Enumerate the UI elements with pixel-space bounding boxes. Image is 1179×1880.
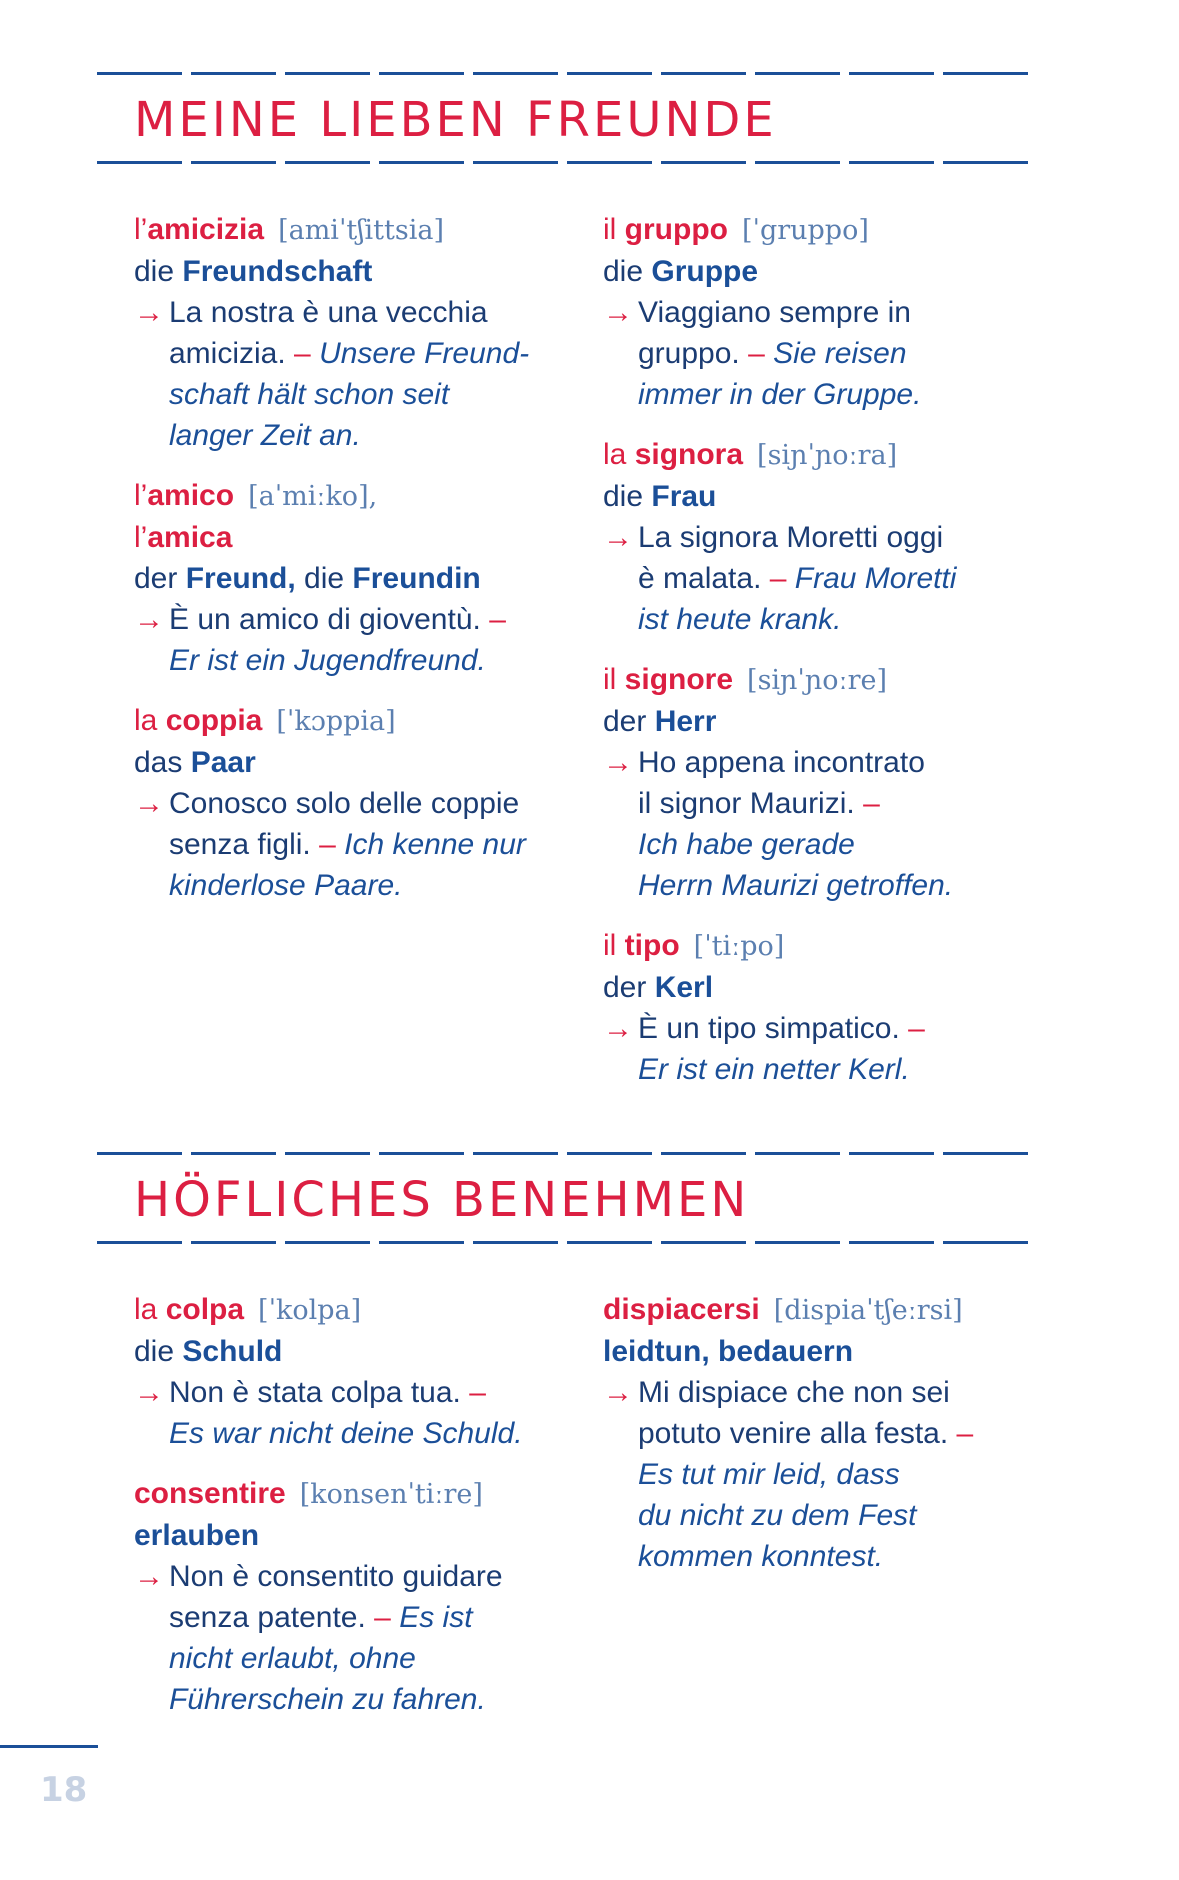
headword: signora (634, 438, 744, 471)
vocab-entry (134, 1473, 574, 1720)
article: il (603, 929, 625, 962)
pronunciation: [ˈkɔppia] (276, 706, 396, 737)
section-2-right-column (603, 1289, 1043, 1596)
article: l’ (134, 213, 148, 246)
section-2-bottom-rule (97, 1241, 1032, 1244)
pronunciation: [amiˈtʃittsia] (278, 215, 445, 246)
german-word: Frau (651, 480, 717, 513)
pronunciation: [siɲˈɲoːre] (747, 665, 888, 696)
german-translation (134, 558, 574, 599)
german-article: die (295, 562, 353, 595)
example-italian: senza patente. (169, 1601, 366, 1634)
arrow-icon: → (603, 1012, 633, 1045)
german-translation (603, 476, 1043, 517)
example-separator: – (854, 787, 880, 820)
headword: colpa (165, 1293, 245, 1326)
german-translation (134, 251, 574, 292)
article: il (603, 663, 625, 696)
headword: gruppo (624, 213, 728, 246)
example-german: kinderlose Paare. (169, 869, 403, 902)
section-1-heading: MEINE LIEBEN FREUNDE (134, 92, 777, 148)
pronunciation: [ˈgruppo] (741, 215, 869, 246)
arrow-icon: → (134, 1560, 164, 1593)
headword-line-feminine (134, 517, 574, 558)
example-german: Unsere Freund- (319, 337, 530, 370)
example-line (603, 1495, 1043, 1536)
example-line (134, 1372, 574, 1413)
article: l’ (134, 521, 148, 554)
example-separator: – (285, 337, 320, 370)
example-line (603, 865, 1043, 906)
arrow-icon: → (603, 521, 633, 554)
example-italian: il signor Maurizi. (638, 787, 855, 820)
vocab-entry (603, 209, 1043, 415)
example-german: Führerschein zu fahren. (169, 1683, 486, 1716)
italian-headword (603, 663, 733, 696)
vocab-entry (134, 209, 574, 456)
headword-line (134, 1289, 574, 1331)
italian-headword (134, 213, 264, 246)
example-italian: gruppo. (638, 337, 740, 370)
example-line (603, 374, 1043, 415)
example-german: Sie reisen (773, 337, 907, 370)
example-line (134, 824, 574, 865)
example-line (134, 333, 574, 374)
vocab-entry (134, 700, 574, 906)
german-word: Kerl (654, 971, 714, 1004)
german-translation (603, 701, 1043, 742)
example-line (134, 292, 574, 333)
example-separator: – (761, 562, 795, 595)
example-line (134, 865, 574, 906)
headword-line (603, 659, 1043, 701)
italian-headword (603, 1293, 760, 1326)
example-italian: È un amico di gioventù. (169, 603, 481, 636)
example-italian: Conosco solo delle coppie (169, 787, 520, 820)
headword-line (134, 1473, 574, 1515)
italian-headword (134, 1293, 244, 1326)
headword: amico (147, 479, 235, 512)
example-line (134, 640, 574, 681)
example-german: langer Zeit an. (169, 419, 361, 452)
german-translation (134, 1515, 574, 1556)
section-1-bottom-rule (97, 161, 1032, 164)
example-line (603, 599, 1043, 640)
section-2-top-rule (97, 1152, 1032, 1155)
example-line (603, 783, 1043, 824)
article: la (134, 704, 166, 737)
example-line (603, 1454, 1043, 1495)
example-german: Es ist (399, 1601, 473, 1634)
example-line (603, 292, 1043, 333)
german-article: die (134, 255, 183, 288)
example-line (603, 1536, 1043, 1577)
german-word: Freund, (185, 562, 296, 595)
german-article: das (134, 746, 191, 779)
arrow-icon: → (603, 746, 633, 779)
german-translation (603, 967, 1043, 1008)
example-german: immer in der Gruppe. (638, 378, 922, 411)
example-separator: – (460, 1376, 486, 1409)
german-word: Freundin (352, 562, 481, 595)
example-line (603, 1008, 1043, 1049)
german-word: Paar (190, 746, 256, 779)
example-german: Ich kenne nur (344, 828, 526, 861)
headword-line (134, 700, 574, 742)
page-number: 18 (40, 1770, 88, 1810)
example-german: Es war nicht deine Schuld. (169, 1417, 523, 1450)
article: la (603, 438, 635, 471)
section-1-top-rule (97, 72, 1032, 75)
example-italian: amicizia. (169, 337, 286, 370)
example-line (603, 333, 1043, 374)
example-italian: Non è consentito guidare (169, 1560, 503, 1593)
article: il (603, 213, 625, 246)
german-word: Gruppe (651, 255, 759, 288)
example-line (603, 824, 1043, 865)
example-german: Frau Moretti (794, 562, 957, 595)
example-separator: – (739, 337, 774, 370)
german-article: die (603, 480, 652, 513)
headword: dispiacersi (603, 1293, 760, 1326)
italian-headword (603, 213, 728, 246)
example-separator: – (899, 1012, 925, 1045)
german-word: erlauben (134, 1519, 260, 1552)
headword-line (134, 209, 574, 251)
german-translation (134, 1331, 574, 1372)
example-italian: Ho appena incontrato (638, 746, 925, 779)
example-german: Ich habe gerade (638, 828, 855, 861)
arrow-icon: → (134, 787, 164, 820)
headword-line (603, 434, 1043, 476)
pronunciation: [ˈtiːpo] (693, 931, 785, 962)
arrow-icon: → (134, 1376, 164, 1409)
pronunciation: [ˈkolpa] (258, 1295, 362, 1326)
german-translation (603, 1331, 1043, 1372)
example-italian: è malata. (638, 562, 762, 595)
arrow-icon: → (603, 1376, 633, 1409)
example-line (134, 1597, 574, 1638)
example-italian: La nostra è una vecchia (169, 296, 488, 329)
vocab-entry (603, 434, 1043, 640)
german-article: die (603, 255, 652, 288)
headword: signore (624, 663, 734, 696)
example-italian: senza figli. (169, 828, 311, 861)
vocab-entry (603, 1289, 1043, 1577)
headword: amicizia (147, 213, 265, 246)
pronunciation: [dispiaˈtʃeːrsi] (773, 1295, 963, 1326)
vocab-entry (134, 475, 574, 681)
example-line (603, 742, 1043, 783)
example-line (134, 1679, 574, 1720)
section-1-right-column (603, 209, 1043, 1109)
example-line (134, 374, 574, 415)
german-word: leidtun, bedauern (603, 1335, 854, 1368)
article: l’ (134, 479, 148, 512)
example-german: Es tut mir leid, dass (638, 1458, 900, 1491)
example-separator: – (310, 828, 345, 861)
german-translation (603, 251, 1043, 292)
example-italian: potuto venire alla festa. (638, 1417, 949, 1450)
vocab-entry (603, 925, 1043, 1090)
example-italian: Mi dispiace che non sei (638, 1376, 950, 1409)
example-line (603, 1413, 1043, 1454)
example-german: nicht erlaubt, ohne (169, 1642, 416, 1675)
arrow-icon: → (603, 296, 633, 329)
example-german: kommen konntest. (638, 1540, 884, 1573)
example-line (603, 517, 1043, 558)
headword: coppia (165, 704, 263, 737)
italian-headword (134, 1477, 286, 1510)
vocab-entry (603, 659, 1043, 906)
italian-headword (603, 929, 680, 962)
example-line (134, 599, 574, 640)
example-italian: Non è stata colpa tua. (169, 1376, 461, 1409)
section-1-left-column (134, 209, 574, 925)
example-separator: – (480, 603, 506, 636)
german-article: der (603, 705, 655, 738)
article: la (134, 1293, 166, 1326)
headword-line (603, 925, 1043, 967)
italian-headword (134, 704, 262, 737)
example-line (134, 1638, 574, 1679)
example-italian: La signora Moretti oggi (638, 521, 944, 554)
headword-line (603, 209, 1043, 251)
example-german: Er ist ein Jugendfreund. (169, 644, 486, 677)
example-german: du nicht zu dem Fest (638, 1499, 917, 1532)
headword: consentire (134, 1477, 286, 1510)
german-article: die (134, 1335, 183, 1368)
pronunciation: [siɲˈɲoːra] (757, 440, 898, 471)
example-german: Er ist ein netter Kerl. (638, 1053, 910, 1086)
headword: amica (147, 521, 233, 554)
german-word: Freundschaft (182, 255, 373, 288)
italian-headword (134, 479, 234, 512)
italian-headword (134, 521, 232, 554)
vocab-entry (134, 1289, 574, 1454)
example-separator: – (365, 1601, 400, 1634)
example-line (603, 558, 1043, 599)
example-italian: Viaggiano sempre in (638, 296, 911, 329)
example-separator: – (948, 1417, 974, 1450)
example-line (134, 415, 574, 456)
example-italian: È un tipo simpatico. (638, 1012, 900, 1045)
german-word: Schuld (182, 1335, 283, 1368)
section-2-heading: HÖFLICHES BENEHMEN (134, 1172, 750, 1228)
german-translation (134, 742, 574, 783)
page-number-rule (0, 1745, 98, 1748)
italian-headword (603, 438, 743, 471)
example-german: ist heute krank. (638, 603, 842, 636)
headword-line (134, 475, 574, 517)
pronunciation: [aˈmiːko], (248, 481, 378, 512)
example-german: Herrn Maurizi getroffen. (638, 869, 954, 902)
example-german: schaft hält schon seit (169, 378, 450, 411)
example-line (134, 1556, 574, 1597)
example-line (603, 1049, 1043, 1090)
example-line (134, 1413, 574, 1454)
german-article: der (134, 562, 186, 595)
example-line (134, 783, 574, 824)
arrow-icon: → (134, 296, 164, 329)
pronunciation: [konsenˈtiːre] (299, 1479, 483, 1510)
german-word: Herr (654, 705, 717, 738)
arrow-icon: → (134, 603, 164, 636)
headword-line (603, 1289, 1043, 1331)
headword: tipo (624, 929, 680, 962)
section-2-left-column (134, 1289, 574, 1739)
example-line (603, 1372, 1043, 1413)
german-article: der (603, 971, 655, 1004)
